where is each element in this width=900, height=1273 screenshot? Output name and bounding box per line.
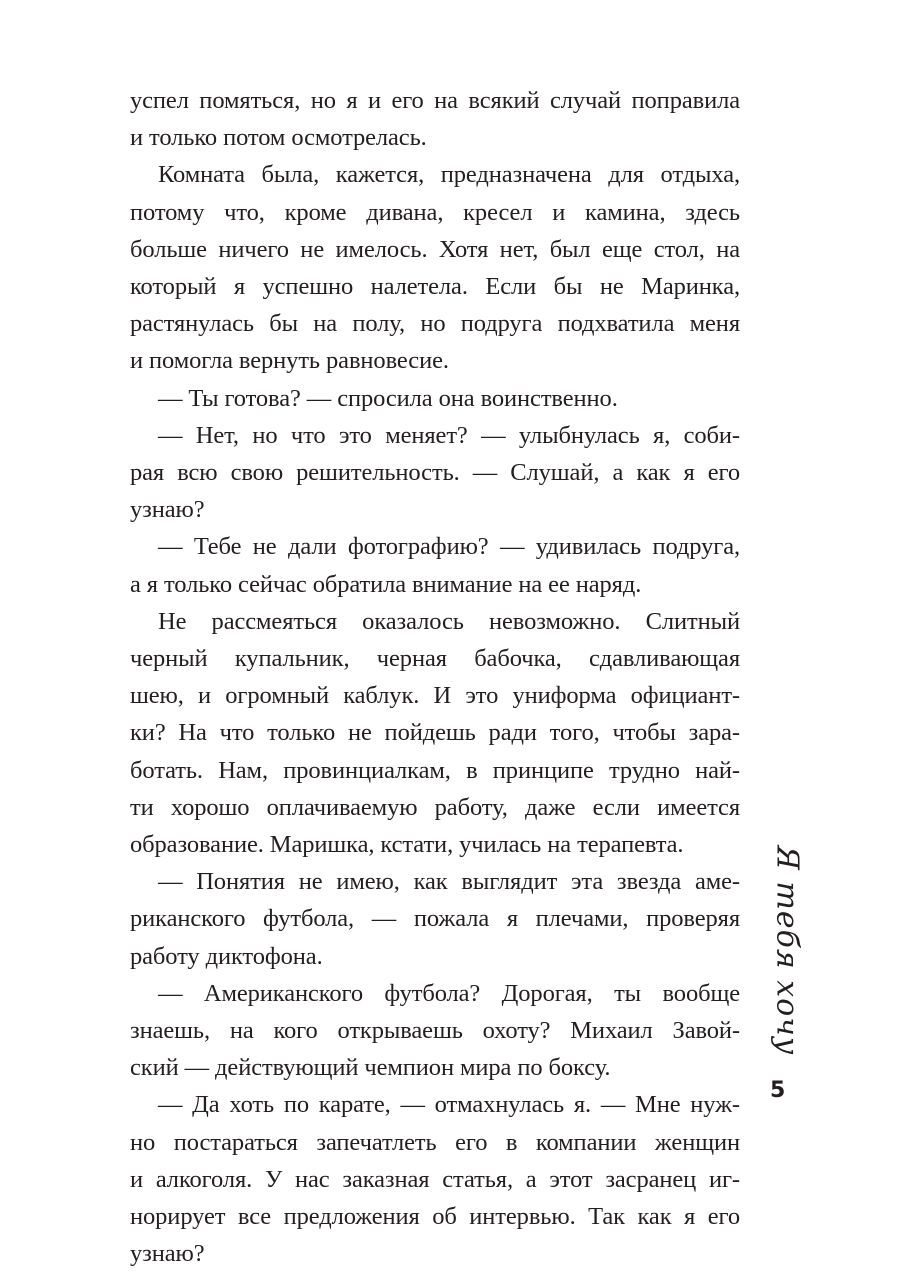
text-line: узнаю? bbox=[130, 496, 205, 524]
text-line: и только потом осмотрелась. bbox=[130, 124, 427, 152]
text-line: работу диктофона. bbox=[130, 942, 323, 970]
text-line: знаешь, на кого открываешь охоту? Михаил Завой- bbox=[130, 1017, 740, 1045]
text-line: — Тебе не дали фотографию? — удивилась подруга, bbox=[158, 533, 740, 561]
text-line: который я успешно налетела. Если бы не Маринка, bbox=[130, 273, 740, 301]
text-line: а я только сейчас обратила внимание на ее наряд. bbox=[130, 570, 642, 598]
paragraph bbox=[130, 156, 740, 379]
text-line: шею, и огромный каблук. И это униформа официант- bbox=[130, 682, 740, 710]
text-line: и помогла вернуть равновесие. bbox=[130, 347, 449, 375]
text-line: — Нет, но что это меняет? — улыбнулась я, соби- bbox=[158, 421, 740, 449]
text-line: Комната была, кажется, предназначена для отдыха, bbox=[158, 161, 740, 189]
text-line: риканского футбола, — пожала я плечами, проверяя bbox=[130, 905, 740, 933]
text-line: ки? На что только не пойдешь ради того, чтобы зара- bbox=[130, 719, 740, 747]
text-line: успел помяться, но я и его на всякий случай поправила bbox=[130, 87, 740, 114]
body-text bbox=[130, 82, 740, 1273]
paragraph bbox=[130, 82, 740, 156]
text-line: — Ты готова? — спросила она воинственно. bbox=[158, 384, 618, 412]
text-line: — Американского футбола? Дорогая, ты вообще bbox=[158, 979, 740, 1007]
page-number: 5 bbox=[770, 1078, 786, 1103]
text-line: ботать. Нам, провинциалкам, в принципе трудно най- bbox=[130, 756, 740, 784]
paragraph bbox=[130, 1086, 740, 1272]
text-line: узнаю? bbox=[130, 1240, 205, 1268]
paragraph bbox=[130, 603, 740, 863]
text-line: черный купальник, черная бабочка, сдавливающая bbox=[130, 645, 740, 673]
paragraph bbox=[130, 863, 740, 975]
running-title bbox=[762, 845, 812, 1055]
paragraph bbox=[130, 380, 740, 417]
text-line: но постараться запечатлеть его в компании женщин bbox=[130, 1128, 740, 1156]
running-title-text: Я тебя хочу bbox=[769, 845, 805, 1055]
text-line: — Понятия не имею, как выглядит эта звезда аме- bbox=[158, 868, 740, 896]
text-line: и алкоголя. У нас заказная статья, а этот засранец иг- bbox=[130, 1165, 740, 1193]
text-line: норирует все предложения об интервью. Так как я его bbox=[130, 1203, 740, 1231]
text-line: ский — действующий чемпион мира по боксу. bbox=[130, 1054, 611, 1082]
paragraph bbox=[130, 417, 740, 529]
text-line: Не рассмеяться оказалось невозможно. Слитный bbox=[158, 607, 740, 635]
text-line: рая всю свою решительность. — Слушай, а как я его bbox=[130, 459, 740, 487]
paragraph bbox=[130, 975, 740, 1087]
text-line: — Да хоть по карате, — отмахнулась я. — Мне нуж- bbox=[158, 1091, 740, 1119]
text-line: образование. Маришка, кстати, училась на терапевта. bbox=[130, 831, 684, 859]
text-line: растянулась бы на полу, но подруга подхватила меня bbox=[130, 310, 740, 338]
paragraph bbox=[130, 528, 740, 602]
text-line: ти хорошо оплачиваемую работу, даже если имеется bbox=[130, 793, 740, 821]
text-line: больше ничего не имелось. Хотя нет, был еще стол, на bbox=[130, 235, 740, 263]
text-line: потому что, кроме дивана, кресел и камина, здесь bbox=[130, 198, 740, 226]
